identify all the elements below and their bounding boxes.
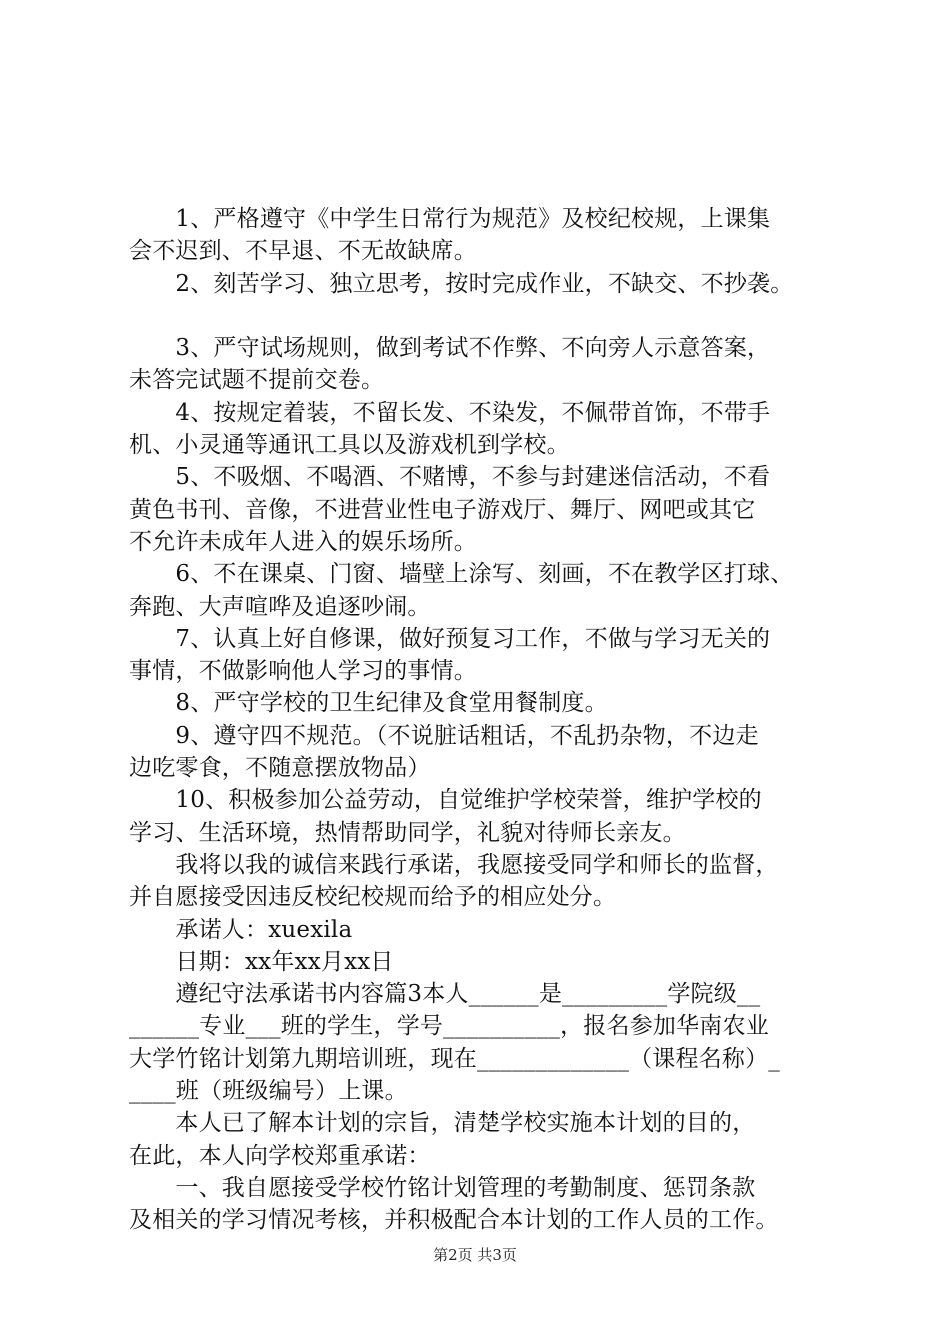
- text-line: 遵纪守法承诺书内容篇3本人______是_________学院级__: [129, 981, 761, 1008]
- text-line: 7、认真上好自修课，做好预复习工作，不做与学习无关的: [129, 625, 771, 652]
- text-line: 3、严守试场规则，做到考试不作弊、不向旁人示意答案，: [129, 335, 771, 362]
- text-line: 边吃零食，不随意摆放物品）: [129, 755, 431, 782]
- text-line: 5、不吸烟、不喝酒、不赌博，不参与封建迷信活动，不看: [129, 464, 771, 491]
- text-line: 学习、生活环境，热情帮助同学，礼貌对待师长亲友。: [129, 819, 686, 846]
- text-line: 8、严守学校的卫生纪律及食堂用餐制度。: [129, 690, 608, 717]
- text-line: 并自愿接受因违反校纪校规而给予的相应处分。: [129, 884, 617, 911]
- text-line: 及相关的学习情况考核，并积极配合本计划的工作人员的工作。: [129, 1207, 779, 1234]
- text-line: 1、严格遵守《中学生日常行为规范》及校纪校规，上课集: [129, 206, 771, 232]
- text-line: ____班（班级编号）上课。: [129, 1078, 408, 1105]
- text-line: 事情，不做影响他人学习的事情。: [129, 658, 477, 685]
- text-line: 机、小灵通等通讯工具以及游戏机到学校。: [129, 432, 570, 459]
- text-line: 2、刻苦学习、独立思考，按时完成作业，不缺交、不抄袭。: [129, 270, 794, 297]
- text-line: 奔跑、大声喧哗及追逐吵闹。: [129, 593, 431, 620]
- text-line: 本人已了解本计划的宗旨，清楚学校实施本计划的目的，: [129, 1110, 756, 1137]
- text-line: 一、我自愿接受学校竹铭计划管理的考勤制度、惩罚条款: [129, 1174, 756, 1201]
- text-line: 9、遵守四不规范。（不说脏话粗话，不乱扔杂物，不边走: [129, 722, 759, 749]
- text-line: 黄色书刊、音像，不进营业性电子游戏厅、舞厅、网吧或其它: [129, 496, 756, 523]
- text-line: 承诺人：xuexila: [129, 916, 353, 943]
- document-body: [129, 203, 849, 1237]
- page-number-footer: 第2页 共3页: [433, 1246, 517, 1264]
- text-line: 会不迟到、不早退、不无故缺席。: [129, 238, 477, 265]
- text-line: 10、积极参加公益劳动，自觉维护学校荣誉，维护学校的: [129, 787, 762, 814]
- text-line: 未答完试题不提前交卷。: [129, 367, 385, 394]
- text-line: 4、按规定着装，不留长发、不染发，不佩带首饰，不带手: [129, 399, 771, 426]
- blank-line: [129, 300, 849, 332]
- text-line: 日期：xx年xx月xx日: [129, 948, 394, 975]
- text-line: 6、不在课桌、门窗、墙壁上涂写、刻画，不在教学区打球、: [129, 561, 794, 588]
- text-line: ______专业___班的学生，学号__________，报名参加华南农业: [129, 1013, 769, 1040]
- text-line: 大学竹铭计划第九期培训班，现在_____________（课程名称）_: [129, 1045, 780, 1072]
- text-line: 不允许未成年人进入的娱乐场所。: [129, 528, 477, 555]
- text-line: 在此，本人向学校郑重承诺：: [129, 1142, 431, 1169]
- text-line: 我将以我的诚信来践行承诺，我愿接受同学和师长的监督，: [129, 851, 779, 878]
